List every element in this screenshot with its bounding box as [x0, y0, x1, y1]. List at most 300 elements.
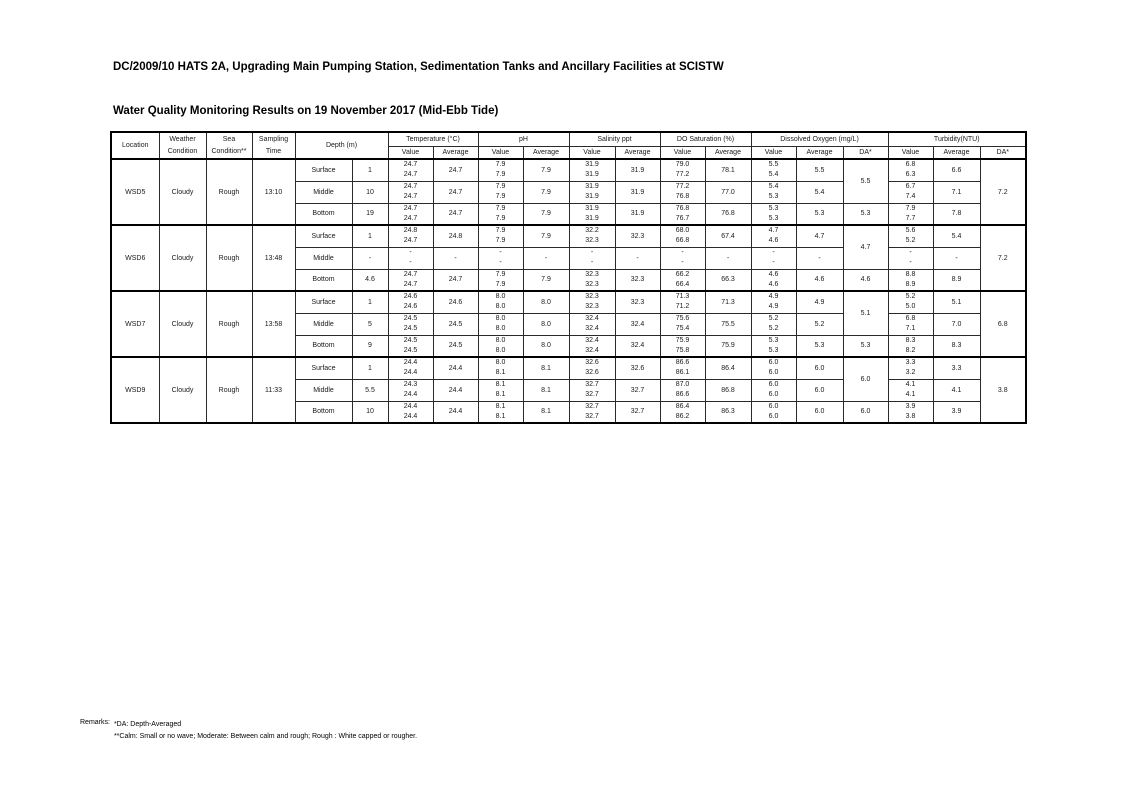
text-line: 31.9	[585, 161, 599, 169]
cell-wsd5-weather: Cloudy	[159, 159, 206, 225]
text-line: 86.4	[675, 402, 690, 410]
two-line-text	[479, 314, 523, 334]
text-line: 5.6	[905, 227, 916, 235]
cell-wsd9-middle-turbidity-value	[888, 379, 933, 401]
report-subtitle: Water Quality Monitoring Results on 19 November 2017 (Mid-Ebb Tide)	[113, 105, 499, 117]
text-line: 24.8	[403, 227, 418, 235]
text-line: 86.6	[675, 359, 690, 367]
cell-wsd6-middle-dosat-value	[660, 247, 705, 269]
text-line: 31.9	[585, 214, 599, 222]
text-line: 5.3	[768, 214, 779, 222]
text-line: 7.9	[495, 171, 506, 179]
cell-wsd6-middle-dosat-average: -	[705, 247, 751, 269]
text-line: 8.0	[495, 325, 506, 332]
text-line: 5.5	[768, 161, 779, 169]
cell-wsd6-surface-temp-value	[388, 225, 433, 247]
two-line-text	[661, 358, 705, 378]
two-line-text	[389, 248, 433, 268]
cell-wsd5-surface-do-value	[751, 159, 796, 181]
remarks-lines	[114, 719, 417, 742]
cell-wsd6-sea: Rough	[206, 225, 252, 291]
header-group-4-col-0: Value	[751, 146, 796, 159]
text-line: 24.7	[403, 237, 418, 245]
header-group-5-col-2: DA*	[980, 146, 1026, 159]
cell-wsd7-bottom-dosat-value	[660, 335, 705, 357]
cell-wsd6-bottom-temp-value	[388, 269, 433, 291]
cell-wsd5-surface-salinity-average: 31.9	[615, 159, 660, 181]
text-line: 24.5	[403, 315, 418, 322]
text-line: 71.2	[675, 303, 690, 311]
two-line-text	[752, 248, 796, 268]
text-line: 8.0	[495, 315, 506, 322]
text-line: 8.1	[495, 391, 506, 398]
cell-wsd7-middle-salinity-value	[569, 313, 615, 335]
cell-wsd9-middle-dosat-value	[660, 379, 705, 401]
text-line: -	[499, 259, 502, 266]
cell-wsd5-surface-turbidity-average: 6.6	[933, 159, 980, 181]
cell-wsd7-bottom-ph-value	[478, 335, 523, 357]
header-group-0-col-0: Value	[388, 146, 433, 159]
text-line: 7.9	[495, 270, 506, 278]
two-line-text	[253, 134, 295, 158]
two-line-text	[389, 182, 433, 202]
cell-wsd5-bottom-dosat-average: 76.8	[705, 203, 751, 225]
two-line-text	[570, 226, 615, 246]
two-line-text	[479, 182, 523, 202]
cell-wsd7-bottom-do-value	[751, 335, 796, 357]
text-line: 32.2	[585, 227, 599, 235]
cell-wsd6-surface-ph-value	[478, 225, 523, 247]
cell-wsd5-bottom-temp-average: 24.7	[433, 203, 478, 225]
two-line-text	[479, 402, 523, 422]
text-line: -	[681, 249, 684, 256]
cell-wsd6-middle-do-value	[751, 247, 796, 269]
text-line: 24.7	[403, 193, 418, 200]
header-sea-condition	[206, 132, 252, 159]
cell-wsd9-bottom-depth-label: Bottom	[295, 401, 352, 423]
text-line: 76.8	[675, 204, 690, 212]
cell-wsd5-middle-dosat-value	[660, 181, 705, 203]
text-line: 32.7	[585, 391, 599, 398]
text-line: 32.3	[585, 293, 599, 301]
cell-wsd5-middle-do-average: 5.4	[796, 181, 843, 203]
cell-wsd7-bottom-salinity-value	[569, 335, 615, 357]
cell-wsd7-middle-depth-value: 5	[352, 313, 388, 335]
text-line: 66.8	[675, 237, 690, 245]
cell-wsd9-middle-turbidity-average: 4.1	[933, 379, 980, 401]
cell-wsd9-turbidity-da: 3.8	[980, 357, 1026, 423]
text-line: 5.2	[905, 237, 916, 245]
two-line-text	[207, 134, 252, 158]
cell-wsd6-bottom-do-average: 4.6	[796, 269, 843, 291]
header-group-2: Salinity ppt	[569, 132, 660, 146]
cell-wsd7-bottom-temp-average: 24.5	[433, 335, 478, 357]
cell-wsd7-surface-salinity-value	[569, 291, 615, 313]
text-line: Sea	[222, 135, 236, 143]
two-line-text	[479, 380, 523, 400]
cell-wsd5-surface-dosat-value	[660, 159, 705, 181]
two-line-text	[479, 204, 523, 224]
two-line-text	[752, 402, 796, 422]
cell-wsd9-middle-temp-average: 24.4	[433, 379, 478, 401]
cell-wsd5-surface-depth-label: Surface	[295, 159, 352, 181]
text-line: 86.2	[675, 412, 690, 420]
cell-wsd9-middle-ph-average: 8.1	[523, 379, 569, 401]
cell-wsd5-location: WSD5	[111, 159, 159, 225]
text-line: 8.0	[495, 346, 506, 354]
cell-wsd5-middle-salinity-value	[569, 181, 615, 203]
two-line-text	[661, 336, 705, 356]
cell-wsd6-bottom-turbidity-value	[888, 269, 933, 291]
text-line: 8.1	[495, 412, 506, 420]
text-line: 6.3	[905, 171, 916, 179]
cell-wsd5-bottom-depth-value: 19	[352, 203, 388, 225]
text-line: -	[590, 259, 594, 266]
row-wsd6-surface	[111, 225, 1026, 247]
cell-wsd9-bottom-ph-average: 8.1	[523, 401, 569, 423]
cell-wsd5-bottom-do-value	[751, 203, 796, 225]
cell-wsd5-surface-turbidity-value	[888, 159, 933, 181]
row-wsd7-surface	[111, 291, 1026, 313]
cell-wsd7-do-da-bottom: 5.3	[843, 335, 888, 357]
text-line: 6.8	[905, 315, 916, 322]
cell-wsd9-middle-dosat-average: 86.8	[705, 379, 751, 401]
cell-wsd6-surface-do-value	[751, 225, 796, 247]
text-line: 75.4	[675, 325, 690, 332]
cell-wsd5-middle-temp-value	[388, 181, 433, 203]
text-line: 31.9	[585, 204, 599, 212]
text-line: 87.0	[675, 381, 690, 388]
text-line: 71.3	[675, 293, 690, 301]
cell-wsd9-surface-salinity-average: 32.6	[615, 357, 660, 379]
cell-wsd9-middle-ph-value	[478, 379, 523, 401]
cell-wsd9-surface-do-value	[751, 357, 796, 379]
header-depth: Depth (m)	[295, 132, 388, 159]
text-line: 3.8	[905, 412, 916, 420]
cell-wsd7-middle-dosat-value	[660, 313, 705, 335]
text-line: 32.3	[585, 280, 599, 288]
cell-wsd5-turbidity-da: 7.2	[980, 159, 1026, 225]
cell-wsd7-surface-turbidity-average: 5.1	[933, 291, 980, 313]
two-line-text	[570, 336, 615, 356]
text-line: 3.3	[905, 359, 916, 367]
text-line: 5.3	[768, 204, 779, 212]
two-line-text	[752, 314, 796, 334]
text-line: 7.9	[495, 204, 506, 212]
two-line-text	[570, 182, 615, 202]
two-line-text	[661, 292, 705, 312]
row-wsd5-surface	[111, 159, 1026, 181]
cell-wsd6-bottom-depth-value: 4.6	[352, 269, 388, 291]
cell-wsd7-bottom-do-average: 5.3	[796, 335, 843, 357]
cell-wsd7-middle-salinity-average: 32.4	[615, 313, 660, 335]
cell-wsd5-surface-salinity-value	[569, 159, 615, 181]
text-line: 7.1	[905, 325, 916, 332]
cell-wsd7-middle-turbidity-value	[888, 313, 933, 335]
header-group-3-col-0: Value	[660, 146, 705, 159]
cell-wsd7-surface-depth-value: 1	[352, 291, 388, 313]
text-line: 24.7	[403, 171, 418, 179]
text-line: 77.2	[675, 171, 690, 179]
text-line: 7.9	[495, 227, 506, 235]
cell-wsd9-bottom-turbidity-value	[888, 401, 933, 423]
text-line: 32.3	[585, 303, 599, 311]
cell-wsd5-middle-depth-value: 10	[352, 181, 388, 203]
two-line-text	[160, 134, 206, 158]
two-line-text	[889, 160, 933, 180]
text-line: 5.0	[905, 303, 916, 311]
two-line-text	[752, 380, 796, 400]
two-line-text	[479, 336, 523, 356]
cell-wsd9-surface-turbidity-value	[888, 357, 933, 379]
cell-wsd6-turbidity-da: 7.2	[980, 225, 1026, 291]
cell-wsd5-surface-dosat-average: 78.1	[705, 159, 751, 181]
two-line-text	[752, 226, 796, 246]
cell-wsd5-middle-turbidity-average: 7.1	[933, 181, 980, 203]
cell-wsd9-surface-turbidity-average: 3.3	[933, 357, 980, 379]
text-line: 4.9	[768, 293, 779, 301]
cell-wsd5-do-da-bottom: 5.3	[843, 203, 888, 225]
cell-wsd6-bottom-dosat-average: 66.3	[705, 269, 751, 291]
cell-wsd7-middle-turbidity-average: 7.0	[933, 313, 980, 335]
cell-wsd5-middle-temp-average: 24.7	[433, 181, 478, 203]
two-line-text	[661, 204, 705, 224]
cell-wsd6-middle-turbidity-average: -	[933, 247, 980, 269]
text-line: 24.4	[403, 359, 418, 367]
text-line: 32.6	[585, 359, 599, 367]
two-line-text	[570, 314, 615, 334]
cell-wsd5-bottom-turbidity-average: 7.8	[933, 203, 980, 225]
cell-wsd5-middle-ph-average: 7.9	[523, 181, 569, 203]
text-line: 4.1	[905, 391, 916, 398]
text-line: 8.0	[495, 336, 506, 344]
header-group-0: Temperature (°C)	[388, 132, 478, 146]
text-line: 24.5	[403, 325, 418, 332]
two-line-text	[661, 314, 705, 334]
two-line-text	[661, 402, 705, 422]
two-line-text	[889, 182, 933, 202]
cell-wsd6-surface-depth-label: Surface	[295, 225, 352, 247]
text-line: 6.0	[768, 391, 779, 398]
cell-wsd5-middle-ph-value	[478, 181, 523, 203]
cell-wsd6-bottom-temp-average: 24.7	[433, 269, 478, 291]
two-line-text	[389, 336, 433, 356]
text-line: 6.0	[768, 402, 779, 410]
cell-wsd9-bottom-dosat-average: 86.3	[705, 401, 751, 423]
text-line: 8.1	[495, 369, 506, 377]
two-line-text	[570, 248, 615, 268]
cell-wsd5-bottom-ph-value	[478, 203, 523, 225]
text-line: 66.2	[675, 270, 690, 278]
text-line: 6.8	[905, 161, 916, 169]
cell-wsd5-middle-salinity-average: 31.9	[615, 181, 660, 203]
cell-wsd7-middle-ph-average: 8.0	[523, 313, 569, 335]
text-line: 32.4	[585, 336, 599, 344]
text-line: 32.3	[585, 270, 599, 278]
cell-wsd6-middle-temp-average: -	[433, 247, 478, 269]
cell-wsd5-surface-ph-average: 7.9	[523, 159, 569, 181]
text-line: -	[909, 249, 912, 256]
cell-wsd9-bottom-turbidity-average: 3.9	[933, 401, 980, 423]
text-line: -	[681, 259, 684, 266]
two-line-text	[389, 402, 433, 422]
cell-wsd9-bottom-do-average: 6.0	[796, 401, 843, 423]
two-line-text	[752, 270, 796, 290]
cell-wsd7-surface-salinity-average: 32.3	[615, 291, 660, 313]
two-line-text	[889, 204, 933, 224]
cell-wsd6-bottom-dosat-value	[660, 269, 705, 291]
cell-wsd7-bottom-turbidity-average: 8.3	[933, 335, 980, 357]
cell-wsd9-middle-salinity-value	[569, 379, 615, 401]
remarks-label: Remarks:	[80, 719, 110, 726]
text-line: 6.0	[768, 412, 779, 420]
cell-wsd6-surface-turbidity-average: 5.4	[933, 225, 980, 247]
cell-wsd9-bottom-ph-value	[478, 401, 523, 423]
two-line-text	[889, 336, 933, 356]
header-group-0-col-1: Average	[433, 146, 478, 159]
text-line: 4.6	[768, 280, 779, 288]
text-line: 7.9	[495, 280, 506, 288]
cell-wsd9-surface-dosat-average: 86.4	[705, 357, 751, 379]
text-line: 7.7	[905, 214, 916, 222]
document-title: DC/2009/10 HATS 2A, Upgrading Main Pumping Station, Sedimentation Tanks and Ancillary Facilities at SCISTW	[113, 61, 724, 73]
header-group-4: Dissolved Oxygen (mg/L)	[751, 132, 888, 146]
text-line: 24.6	[403, 293, 418, 301]
two-line-text	[661, 182, 705, 202]
text-line: Condition**	[211, 147, 247, 155]
text-line: 6.7	[905, 183, 916, 190]
text-line: 24.7	[403, 183, 418, 190]
two-line-text	[479, 292, 523, 312]
cell-wsd5-middle-do-value	[751, 181, 796, 203]
text-line: 24.4	[403, 402, 418, 410]
cell-wsd5-bottom-temp-value	[388, 203, 433, 225]
text-line: 24.7	[403, 280, 418, 288]
cell-wsd5-middle-dosat-average: 77.0	[705, 181, 751, 203]
text-line: 75.8	[675, 346, 690, 354]
text-line: 24.6	[403, 303, 418, 311]
cell-wsd6-bottom-salinity-average: 32.3	[615, 269, 660, 291]
cell-wsd9-weather: Cloudy	[159, 357, 206, 423]
cell-wsd6-bottom-do-value	[751, 269, 796, 291]
text-line: 24.7	[403, 161, 418, 169]
text-line: 24.5	[403, 336, 418, 344]
text-line: Sampling	[258, 135, 289, 143]
two-line-text	[570, 292, 615, 312]
cell-wsd5-middle-depth-label: Middle	[295, 181, 352, 203]
cell-wsd9-do-da-bottom: 6.0	[843, 401, 888, 423]
two-line-text	[889, 292, 933, 312]
two-line-text	[479, 248, 523, 268]
cell-wsd9-surface-dosat-value	[660, 357, 705, 379]
text-line: 5.3	[768, 193, 779, 200]
two-line-text	[389, 380, 433, 400]
text-line: 7.9	[495, 237, 506, 245]
header-group-4-col-2: DA*	[843, 146, 888, 159]
cell-wsd7-bottom-depth-value: 9	[352, 335, 388, 357]
cell-wsd5-surface-temp-value	[388, 159, 433, 181]
cell-wsd5-bottom-salinity-average: 31.9	[615, 203, 660, 225]
text-line: 32.7	[585, 402, 599, 410]
two-line-text	[889, 226, 933, 246]
cell-wsd6-surface-depth-value: 1	[352, 225, 388, 247]
two-line-text	[570, 204, 615, 224]
cell-wsd7-surface-temp-value	[388, 291, 433, 313]
cell-wsd9-location: WSD9	[111, 357, 159, 423]
two-line-text	[661, 160, 705, 180]
text-line: 5.2	[905, 293, 916, 301]
text-line: 7.9	[495, 193, 506, 200]
cell-wsd9-surface-ph-average: 8.1	[523, 357, 569, 379]
text-line: 8.2	[905, 346, 916, 354]
cell-wsd6-middle-ph-average: -	[523, 247, 569, 269]
text-line: 8.0	[495, 293, 506, 301]
cell-wsd7-surface-do-value	[751, 291, 796, 313]
text-line: 76.7	[675, 214, 690, 222]
cell-wsd9-surface-ph-value	[478, 357, 523, 379]
cell-wsd6-time: 13:48	[252, 225, 295, 291]
text-line: -	[409, 259, 412, 266]
text-line: 32.4	[585, 325, 599, 332]
text-line: 86.1	[675, 369, 690, 377]
cell-wsd7-middle-do-average: 5.2	[796, 313, 843, 335]
header-group-1-col-1: Average	[523, 146, 569, 159]
cell-wsd7-bottom-temp-value	[388, 335, 433, 357]
text-line: 31.9	[585, 171, 599, 179]
cell-wsd9-bottom-salinity-average: 32.7	[615, 401, 660, 423]
cell-wsd6-surface-salinity-average: 32.3	[615, 225, 660, 247]
cell-wsd9-bottom-temp-average: 24.4	[433, 401, 478, 423]
text-line: -	[499, 249, 502, 256]
cell-wsd6-middle-depth-value: -	[352, 247, 388, 269]
text-line: Condition	[167, 147, 198, 155]
two-line-text	[752, 336, 796, 356]
cell-wsd7-location: WSD7	[111, 291, 159, 357]
cell-wsd9-surface-depth-value: 1	[352, 357, 388, 379]
text-line: 76.8	[675, 193, 690, 200]
two-line-text	[889, 402, 933, 422]
two-line-text	[479, 270, 523, 290]
remark-condition-note: **Calm: Small or no wave; Moderate: Between calm and rough; Rough : White capped or rougher.	[113, 732, 418, 740]
two-line-text	[661, 270, 705, 290]
cell-wsd7-surface-turbidity-value	[888, 291, 933, 313]
text-line: -	[772, 259, 775, 266]
header-group-5-col-0: Value	[888, 146, 933, 159]
cell-wsd7-middle-depth-label: Middle	[295, 313, 352, 335]
header-group-4-col-1: Average	[796, 146, 843, 159]
cell-wsd7-surface-ph-value	[478, 291, 523, 313]
text-line: Weather	[169, 135, 196, 143]
cell-wsd9-bottom-depth-value: 10	[352, 401, 388, 423]
text-line: 75.9	[675, 336, 690, 344]
header-group-3-col-1: Average	[705, 146, 751, 159]
cell-wsd6-bottom-turbidity-average: 8.9	[933, 269, 980, 291]
two-line-text	[389, 270, 433, 290]
cell-wsd7-do-da-upper: 5.1	[843, 291, 888, 335]
two-line-text	[889, 270, 933, 290]
cell-wsd9-bottom-dosat-value	[660, 401, 705, 423]
cell-wsd9-surface-depth-label: Surface	[295, 357, 352, 379]
two-line-text	[389, 226, 433, 246]
text-line: 5.4	[768, 171, 779, 179]
two-line-text	[889, 248, 933, 268]
cell-wsd9-do-da-upper: 6.0	[843, 357, 888, 401]
cell-wsd6-middle-do-average: -	[796, 247, 843, 269]
text-line: 77.2	[675, 183, 690, 190]
text-line: 86.6	[675, 391, 690, 398]
two-line-text	[889, 314, 933, 334]
text-line: 5.3	[768, 336, 779, 344]
